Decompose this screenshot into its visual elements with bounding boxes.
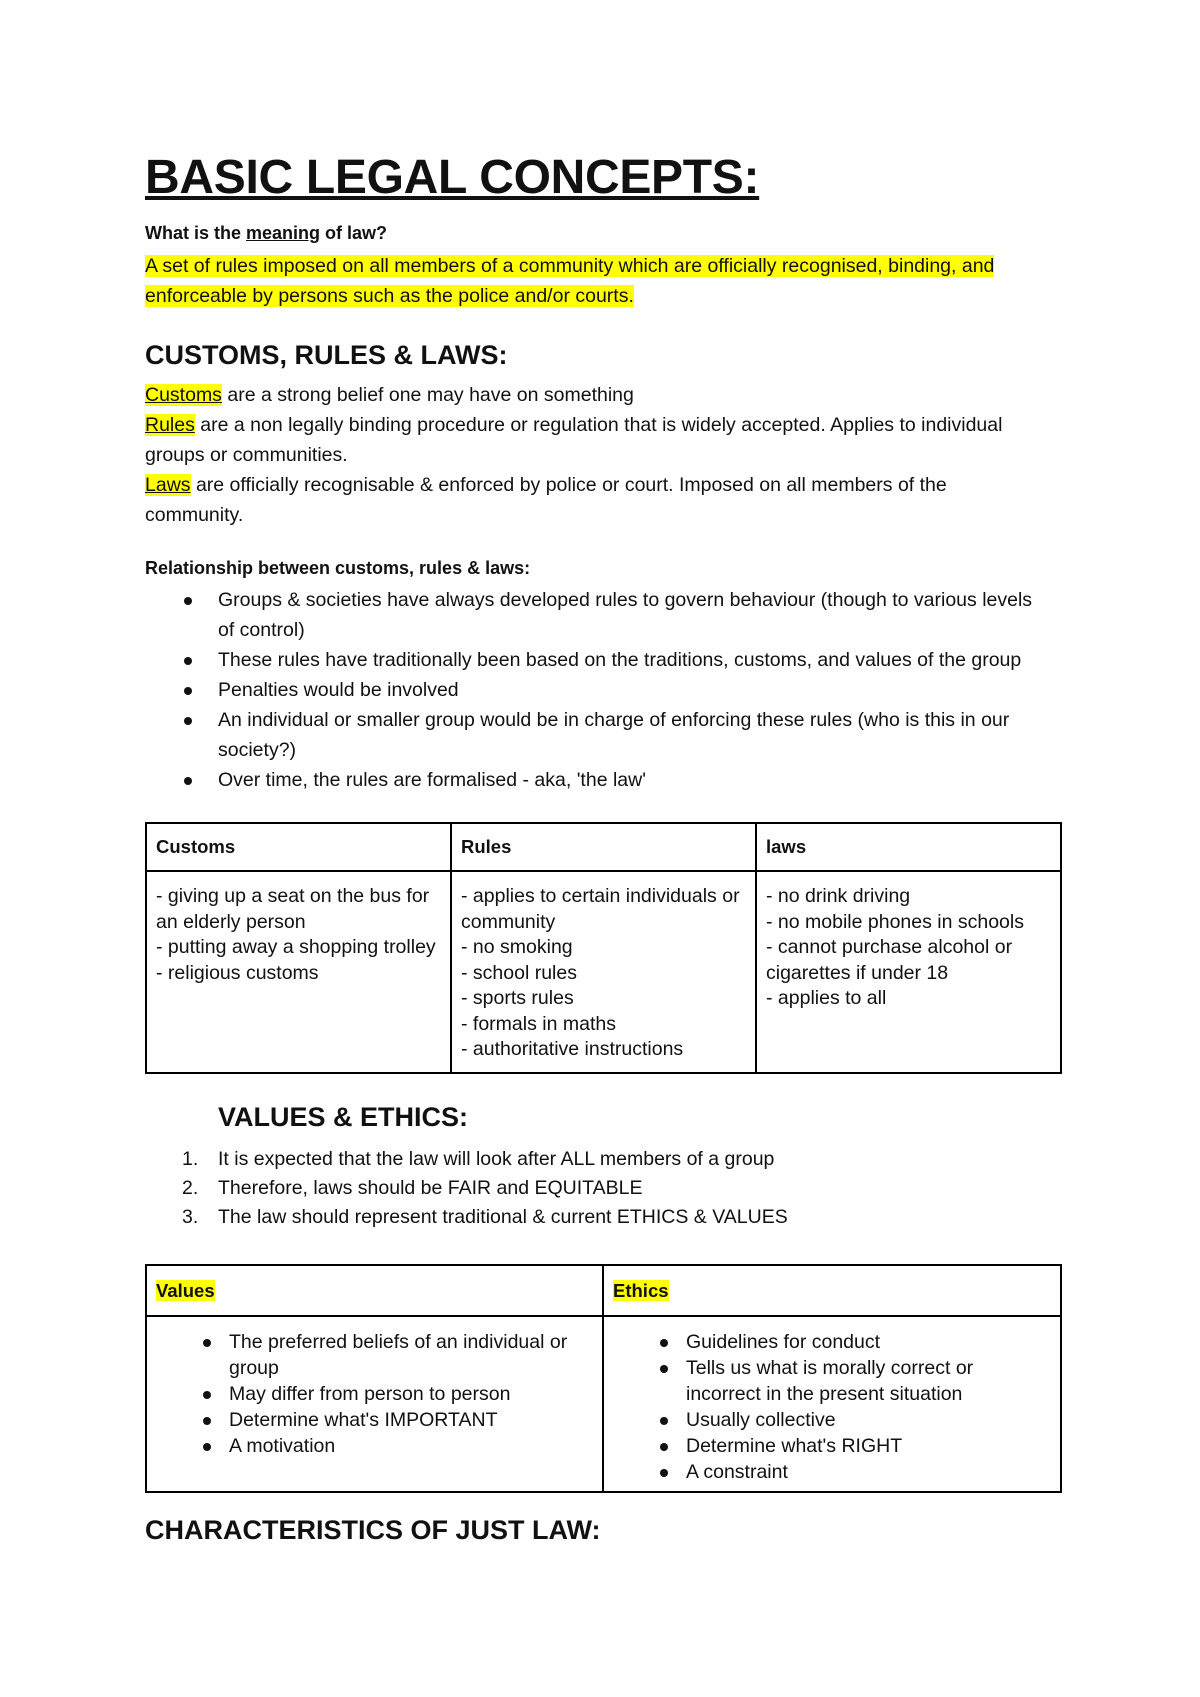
just-law-heading: CHARACTERISTICS OF JUST LAW: [145,1515,601,1545]
values-numbered-list [145,1145,1045,1232]
laws-text: are officially recognisable & enforced by police or court. Imposed on all members of the community. [145,474,947,526]
cell-line: - applies to certain individuals or community [461,885,740,933]
table-header-ethics [603,1265,1061,1316]
cell-line: - religious customs [156,961,319,984]
values-list [156,1329,593,1459]
list-item: A motivation [156,1433,593,1459]
list-item: These rules have traditionally been based on the traditions, customs, and values of the group [145,645,1045,675]
rules-definition [145,410,1045,470]
list-item: Penalties would be involved [145,675,1045,705]
list-number: 2. [182,1177,199,1199]
definition-text: A set of rules imposed on all members of a community which are officially recognised, binding, and enforceable by persons such as the police and/or courts. [145,255,995,307]
rules-term: Rules [145,414,195,436]
table-header-customs: Customs [146,823,451,871]
list-item: Usually collective [613,1407,1051,1433]
list-item: Over time, the rules are formalised - aka, 'the law' [145,765,1045,795]
customs-text: are a strong belief one may have on something [221,384,634,406]
cell-line: - applies to all [766,987,887,1009]
question-prefix: What is the [145,223,247,243]
list-text: The law should represent traditional & current ETHICS & VALUES [218,1206,788,1228]
values-ethics-table [145,1264,1062,1493]
list-item: Determine what's IMPORTANT [156,1407,593,1433]
list-item: A constraint [613,1459,1051,1485]
table-cell-laws [756,871,1061,1073]
cell-line: - giving up a seat on the bus for an elderly person [156,885,430,933]
customs-rules-laws-heading: CUSTOMS, RULES & LAWS: [145,340,508,370]
list-item: Determine what's RIGHT [613,1433,1051,1459]
customs-definitions [145,380,1045,530]
cell-line: - no mobile phones in schools [766,910,1024,933]
list-item [145,1203,1045,1232]
table-header-rules: Rules [451,823,756,871]
table-cell-values [146,1316,603,1492]
values-header-text: Values [156,1280,215,1301]
customs-rules-laws-table [145,822,1062,1074]
table-cell-customs [146,871,451,1073]
rules-text: are a non legally binding procedure or regulation that is widely accepted. Applies to individual groups or communities. [145,414,1003,466]
customs-term: Customs [145,384,222,406]
list-item: Guidelines for conduct [613,1329,1051,1355]
cell-line: - sports rules [461,987,574,1009]
list-item: The preferred beliefs of an individual or group [156,1329,593,1381]
list-item [145,1145,1045,1174]
laws-term: Laws [145,474,191,496]
cell-line: - putting away a shopping trolley [156,936,436,958]
table-cell-ethics [603,1316,1061,1492]
cell-line: - authoritative instructions [461,1038,684,1060]
cell-line: - no smoking [461,936,573,958]
page-title: BASIC LEGAL CONCEPTS: [145,151,760,204]
list-item [145,1174,1045,1203]
list-item: May differ from person to person [156,1381,593,1407]
ethics-list [613,1329,1051,1485]
cell-line: - cannot purchase alcohol or cigarettes if under 18 [766,936,1013,984]
list-item: An individual or smaller group would be in charge of enforcing these rules (who is this in our society?) [145,705,1045,765]
question-keyword: meaning [246,223,321,243]
law-definition [145,251,1045,311]
values-ethics-heading: VALUES & ETHICS: [218,1102,469,1132]
relationship-bullets [145,585,1045,795]
list-text: Therefore, laws should be FAIR and EQUITABLE [218,1177,643,1199]
cell-line: - formals in maths [461,1012,616,1035]
table-cell-rules [451,871,756,1073]
meaning-question [145,223,387,244]
cell-line: - no drink driving [766,885,911,907]
laws-definition [145,470,1045,530]
list-text: It is expected that the law will look after ALL members of a group [218,1148,775,1170]
customs-definition [145,380,1045,410]
list-item: Tells us what is morally correct or incorrect in the present situation [613,1355,1051,1407]
table-header-laws: laws [756,823,1061,871]
question-suffix: of law? [320,223,388,243]
table-header-values [146,1265,603,1316]
list-number: 1. [182,1148,199,1170]
ethics-header-text: Ethics [613,1280,669,1301]
relationship-title: Relationship between customs, rules & laws: [145,558,531,578]
list-number: 3. [182,1206,199,1228]
list-item: Groups & societies have always developed rules to govern behaviour (though to various levels of control) [145,585,1045,645]
cell-line: - school rules [461,961,577,984]
